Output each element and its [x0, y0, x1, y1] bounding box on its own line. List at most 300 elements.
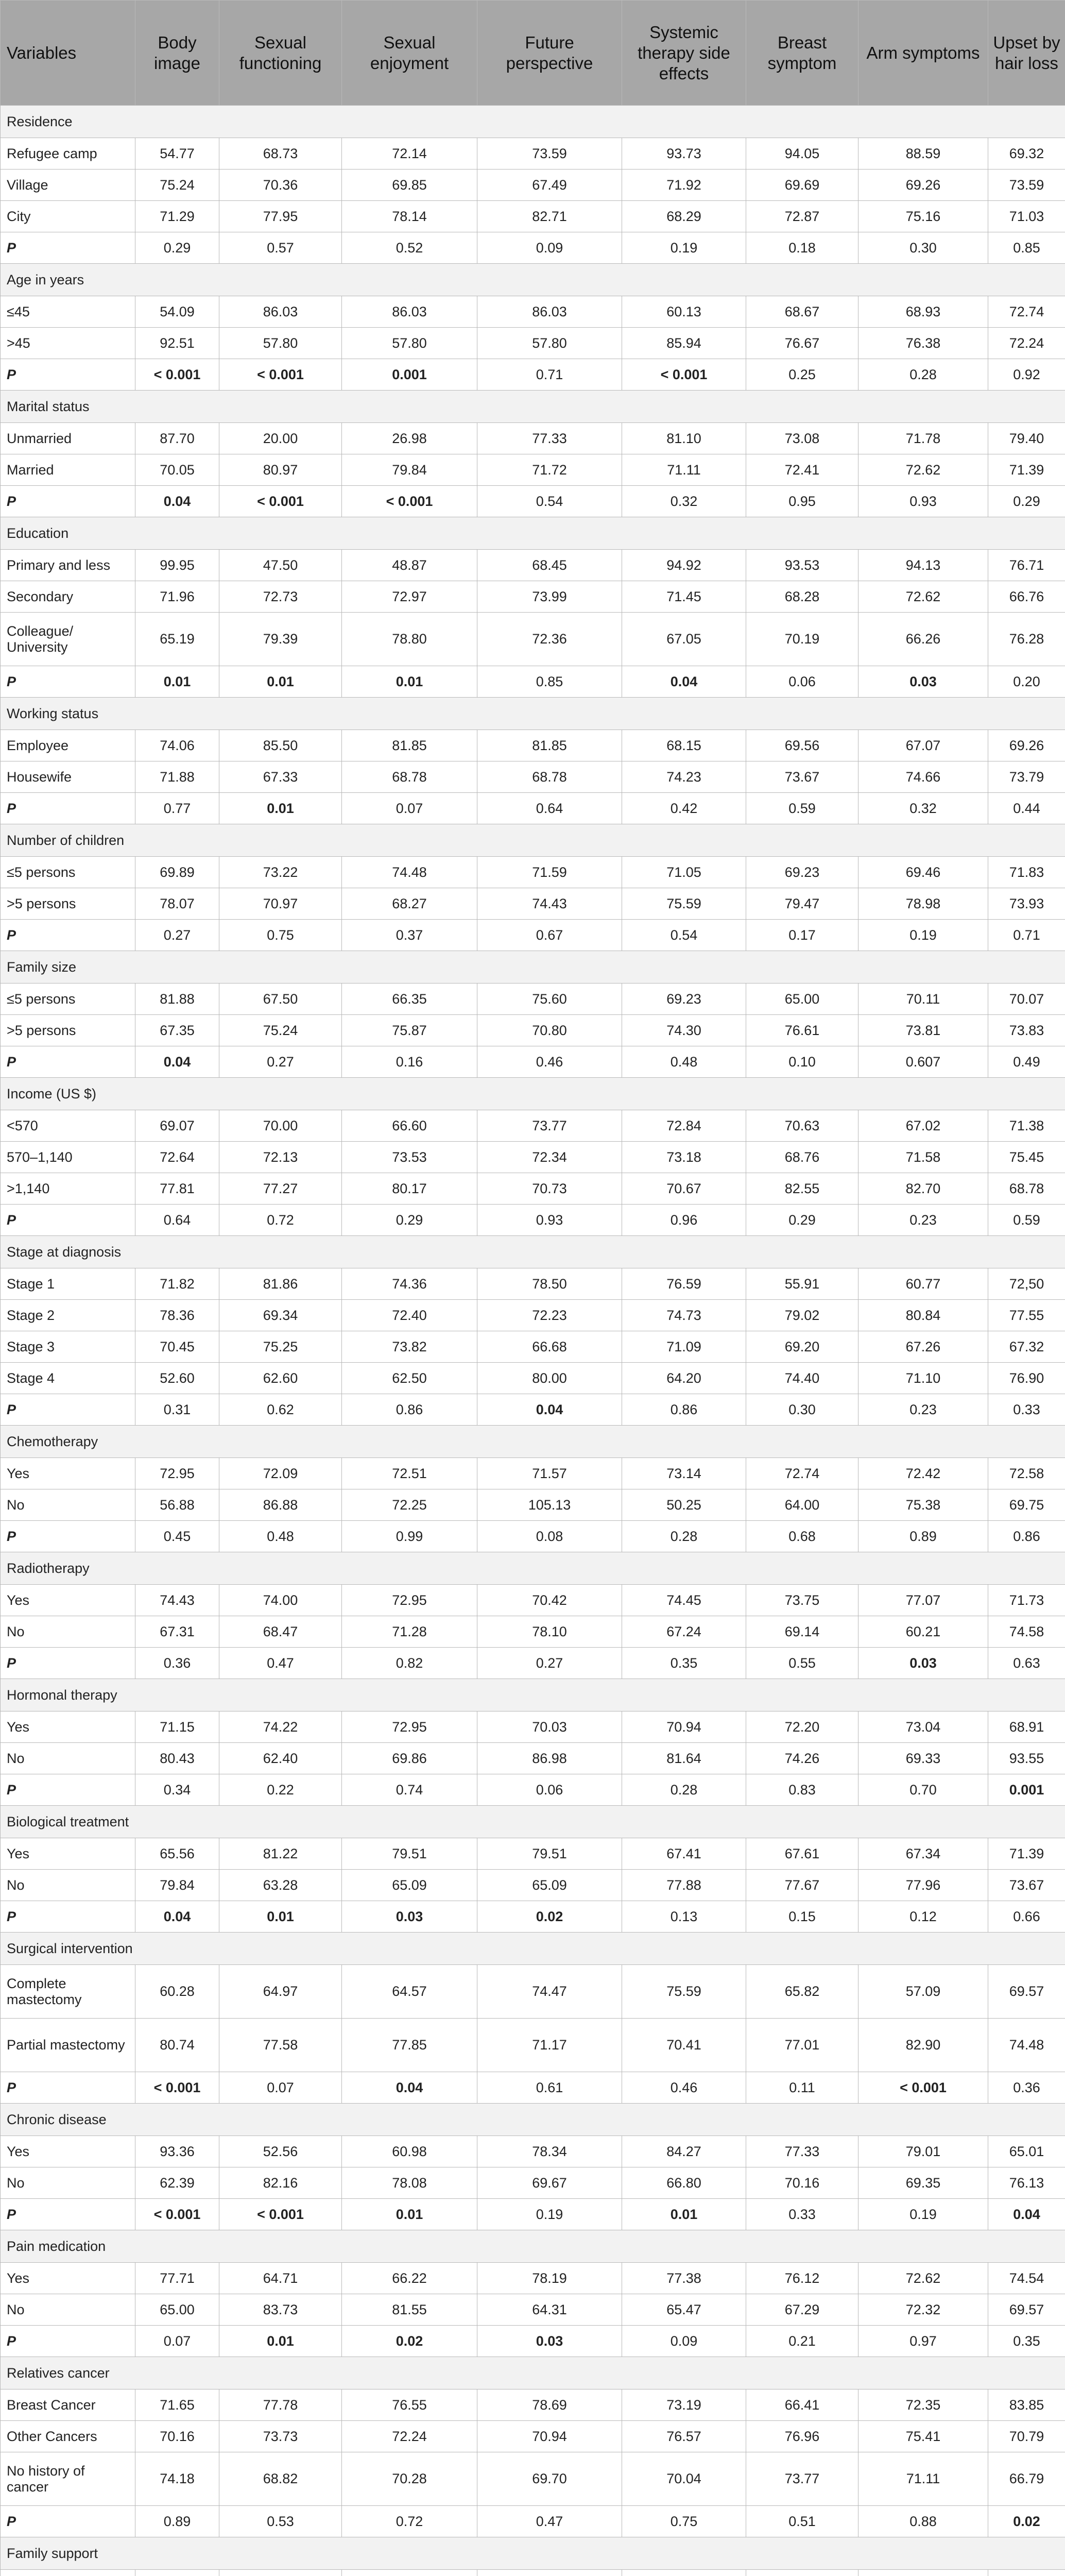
row-label: 570–1,140 [1, 1142, 135, 1173]
p-value-cell: 0.33 [746, 2199, 858, 2230]
p-value-cell: 0.04 [135, 1046, 219, 1078]
row-label: No [1, 1743, 135, 1774]
value-cell: 73.75 [746, 1585, 858, 1616]
value-cell: 71.92 [622, 170, 746, 201]
value-cell: 75.41 [858, 2421, 988, 2452]
p-value-cell: 0.04 [477, 1394, 622, 1426]
value-cell: 71.17 [477, 2019, 622, 2072]
value-cell: 72.51 [342, 1458, 477, 1489]
p-value-cell: 0.12 [858, 1901, 988, 1933]
value-cell: 71.88 [135, 761, 219, 793]
p-value-cell: 0.83 [746, 1774, 858, 1806]
value-cell: 60.28 [135, 1965, 219, 2019]
value-cell: 71.03 [988, 201, 1065, 232]
value-cell: 81.10 [622, 423, 746, 454]
value-cell: 71.09 [622, 1331, 746, 1363]
value-cell: 79.39 [219, 613, 342, 666]
p-value-cell: 0.02 [988, 2506, 1065, 2537]
p-value-cell: 0.001 [988, 1774, 1065, 1806]
p-value-cell: 0.51 [746, 2506, 858, 2537]
p-value-row [1, 232, 1065, 264]
value-cell: 77.95 [219, 201, 342, 232]
row-label: ≤5 persons [1, 857, 135, 888]
p-value-cell: 0.35 [622, 1648, 746, 1679]
value-cell: 69.86 [342, 1743, 477, 1774]
value-cell: 73.14 [622, 1458, 746, 1489]
p-value-cell: 0.03 [858, 666, 988, 698]
value-cell: 68.91 [988, 1711, 1065, 1743]
table-row [1, 2389, 1065, 2421]
p-value-cell: 0.01 [342, 666, 477, 698]
value-cell: 74.06 [135, 730, 219, 761]
header-sexual-functioning: Sexual functioning [219, 1, 342, 106]
value-cell: 81.85 [477, 730, 622, 761]
value-cell: 69.26 [858, 170, 988, 201]
header-row [1, 1, 1065, 106]
value-cell: 67.34 [858, 1838, 988, 1870]
row-label: <570 [1, 1110, 135, 1142]
value-cell [746, 2570, 858, 2576]
value-cell: 69.67 [477, 2167, 622, 2199]
value-cell: 72.25 [342, 1489, 477, 1521]
row-label: Stage 4 [1, 1363, 135, 1394]
value-cell: 72.64 [135, 1142, 219, 1173]
table-row [1, 761, 1065, 793]
value-cell: 82.90 [858, 2019, 988, 2072]
p-value-cell: 0.04 [135, 1901, 219, 1933]
p-value-cell: 0.37 [342, 920, 477, 951]
value-cell: 79.84 [342, 454, 477, 486]
p-value-cell: < 0.001 [135, 2199, 219, 2230]
value-cell: 68.78 [342, 761, 477, 793]
p-value-row [1, 2199, 1065, 2230]
value-cell: 68.76 [746, 1142, 858, 1173]
value-cell: 78.08 [342, 2167, 477, 2199]
value-cell: 64.00 [746, 1489, 858, 1521]
p-value-cell: 0.61 [477, 2072, 622, 2104]
p-value-cell: 0.62 [219, 1394, 342, 1426]
table-row [1, 201, 1065, 232]
p-value-label: P [1, 1901, 135, 1933]
p-value-cell: < 0.001 [622, 359, 746, 391]
value-cell: 76.96 [746, 2421, 858, 2452]
value-cell: 71.28 [342, 1616, 477, 1648]
value-cell: 66.35 [342, 984, 477, 1015]
value-cell: 64.71 [219, 2263, 342, 2294]
row-label: Yes [1, 1711, 135, 1743]
p-value-cell: 0.04 [135, 486, 219, 517]
row-label: ≤45 [1, 296, 135, 328]
p-value-cell: 0.46 [477, 1046, 622, 1078]
value-cell: 69.32 [988, 138, 1065, 170]
table-row [1, 170, 1065, 201]
p-value-cell: 0.001 [342, 359, 477, 391]
value-cell: 74.48 [988, 2019, 1065, 2072]
value-cell: 72.40 [342, 1300, 477, 1331]
p-value-cell: 0.09 [622, 2326, 746, 2357]
value-cell: 70.73 [477, 1173, 622, 1205]
row-label: Yes [1, 1585, 135, 1616]
section-row [1, 2537, 1065, 2570]
p-value-cell: 0.21 [746, 2326, 858, 2357]
table-row [1, 1711, 1065, 1743]
value-cell: 72.23 [477, 1300, 622, 1331]
value-cell: 54.09 [135, 296, 219, 328]
value-cell: 68.28 [746, 581, 858, 613]
row-label: Employee [1, 730, 135, 761]
p-value-label: P [1, 2506, 135, 2537]
table-row [1, 2136, 1065, 2167]
section-title: Biological treatment [1, 1806, 1065, 1838]
value-cell: 79.47 [746, 888, 858, 920]
value-cell: 72.24 [988, 328, 1065, 359]
header-breast-symptom: Breast symptom [746, 1, 858, 106]
row-label: Refugee camp [1, 138, 135, 170]
value-cell: 72.73 [219, 581, 342, 613]
p-value-label: P [1, 232, 135, 264]
row-label: Secondary [1, 581, 135, 613]
p-value-cell: 0.68 [746, 1521, 858, 1552]
value-cell: 69.56 [746, 730, 858, 761]
p-value-cell: 0.75 [622, 2506, 746, 2537]
value-cell: 57.80 [477, 328, 622, 359]
table-row [1, 454, 1065, 486]
value-cell: 70.11 [858, 984, 988, 1015]
p-value-label: P [1, 1521, 135, 1552]
table-row [1, 1363, 1065, 1394]
value-cell: 78.50 [477, 1268, 622, 1300]
value-cell: 86.03 [219, 296, 342, 328]
value-cell: 81.22 [219, 1838, 342, 1870]
section-title: Stage at diagnosis [1, 1236, 1065, 1268]
p-value-cell: 0.71 [477, 359, 622, 391]
row-label: Housewife [1, 761, 135, 793]
value-cell: 66.79 [988, 2452, 1065, 2506]
p-value-cell: 0.75 [219, 920, 342, 951]
table-row [1, 550, 1065, 581]
value-cell: 65.09 [342, 1870, 477, 1901]
value-cell: 78.19 [477, 2263, 622, 2294]
p-value-cell: 0.48 [219, 1521, 342, 1552]
section-title: Number of children [1, 824, 1065, 857]
section-title: Chronic disease [1, 2104, 1065, 2136]
value-cell: 65.19 [135, 613, 219, 666]
p-value-cell: < 0.001 [858, 2072, 988, 2104]
p-value-label: P [1, 793, 135, 824]
p-value-cell: 0.22 [219, 1774, 342, 1806]
section-title: Chemotherapy [1, 1426, 1065, 1458]
row-label: Stage 2 [1, 1300, 135, 1331]
value-cell: 47.50 [219, 550, 342, 581]
value-cell: 78.34 [477, 2136, 622, 2167]
row-label: No [1, 1616, 135, 1648]
p-value-row [1, 2072, 1065, 2104]
p-value-cell: 0.34 [135, 1774, 219, 1806]
value-cell: 76.90 [988, 1363, 1065, 1394]
p-value-cell: 0.72 [342, 2506, 477, 2537]
value-cell: 79.51 [477, 1838, 622, 1870]
p-value-cell: 0.89 [858, 1521, 988, 1552]
value-cell: 73.08 [746, 423, 858, 454]
value-cell: 80.00 [477, 1363, 622, 1394]
value-cell: 67.32 [988, 1331, 1065, 1363]
value-cell: 68.27 [342, 888, 477, 920]
p-value-cell: 0.28 [622, 1774, 746, 1806]
value-cell: 80.43 [135, 1743, 219, 1774]
p-value-cell: 0.19 [622, 232, 746, 264]
value-cell: 78.80 [342, 613, 477, 666]
value-cell: 85.94 [622, 328, 746, 359]
p-value-cell: 0.49 [988, 1046, 1065, 1078]
value-cell: 73.99 [477, 581, 622, 613]
p-value-label: P [1, 359, 135, 391]
value-cell: 67.24 [622, 1616, 746, 1648]
value-cell: 72.87 [746, 201, 858, 232]
value-cell: 72.35 [858, 2389, 988, 2421]
p-value-cell: 0.607 [858, 1046, 988, 1078]
table-row [1, 581, 1065, 613]
section-row [1, 264, 1065, 296]
value-cell: 69.23 [746, 857, 858, 888]
p-value-cell: 0.03 [858, 1648, 988, 1679]
value-cell [477, 2570, 622, 2576]
value-cell: 62.40 [219, 1743, 342, 1774]
value-cell: 79.40 [988, 423, 1065, 454]
p-value-cell: 0.23 [858, 1205, 988, 1236]
table-row [1, 888, 1065, 920]
section-row [1, 1679, 1065, 1711]
value-cell: 70.19 [746, 613, 858, 666]
p-value-row [1, 486, 1065, 517]
p-value-cell: 0.86 [988, 1521, 1065, 1552]
value-cell: 83.73 [219, 2294, 342, 2326]
value-cell: 99.95 [135, 550, 219, 581]
value-cell: 60.98 [342, 2136, 477, 2167]
value-cell: 71.57 [477, 1458, 622, 1489]
value-cell: 74.58 [988, 1616, 1065, 1648]
value-cell: 65.09 [477, 1870, 622, 1901]
value-cell: 73.83 [988, 1015, 1065, 1046]
p-value-cell: 0.11 [746, 2072, 858, 2104]
value-cell: 77.07 [858, 1585, 988, 1616]
p-value-cell: 0.32 [858, 793, 988, 824]
value-cell: 74.43 [477, 888, 622, 920]
value-cell: 74.73 [622, 1300, 746, 1331]
value-cell: 80.74 [135, 2019, 219, 2072]
value-cell: 73.77 [746, 2452, 858, 2506]
value-cell: 77.88 [622, 1870, 746, 1901]
value-cell: 65.82 [746, 1965, 858, 2019]
value-cell: 68.45 [477, 550, 622, 581]
value-cell: 70.79 [988, 2421, 1065, 2452]
value-cell: 70.63 [746, 1110, 858, 1142]
value-cell: 82.55 [746, 1173, 858, 1205]
p-value-cell: 0.01 [622, 2199, 746, 2230]
p-value-cell: 0.52 [342, 232, 477, 264]
p-value-cell: 0.30 [858, 232, 988, 264]
value-cell: 66.26 [858, 613, 988, 666]
value-cell: 73.22 [219, 857, 342, 888]
value-cell: 76.61 [746, 1015, 858, 1046]
value-cell: 93.36 [135, 2136, 219, 2167]
value-cell: 74.36 [342, 1268, 477, 1300]
p-value-cell: 0.01 [135, 666, 219, 698]
table-row [1, 1268, 1065, 1300]
p-value-cell: 0.93 [477, 1205, 622, 1236]
value-cell: 75.24 [219, 1015, 342, 1046]
p-value-label: P [1, 1394, 135, 1426]
value-cell: 70.16 [135, 2421, 219, 2452]
value-cell: 75.38 [858, 1489, 988, 1521]
p-value-cell: 0.06 [477, 1774, 622, 1806]
p-value-cell: 0.04 [622, 666, 746, 698]
p-value-label: P [1, 2199, 135, 2230]
value-cell: 69.35 [858, 2167, 988, 2199]
value-cell: 69.57 [988, 1965, 1065, 2019]
table-row [1, 1173, 1065, 1205]
value-cell: 75.45 [988, 1142, 1065, 1173]
value-cell: 81.86 [219, 1268, 342, 1300]
value-cell: 77.33 [746, 2136, 858, 2167]
value-cell: 73.18 [622, 1142, 746, 1173]
value-cell: 67.31 [135, 1616, 219, 1648]
section-title: Relatives cancer [1, 2357, 1065, 2389]
section-row [1, 1806, 1065, 1838]
value-cell: 74.22 [219, 1711, 342, 1743]
value-cell: 86.03 [342, 296, 477, 328]
value-cell: 70.00 [219, 1110, 342, 1142]
value-cell: 88.59 [858, 138, 988, 170]
value-cell: 62.60 [219, 1363, 342, 1394]
p-value-cell: 0.09 [477, 232, 622, 264]
p-value-cell: 0.42 [622, 793, 746, 824]
value-cell: 72.74 [988, 296, 1065, 328]
value-cell: 78.10 [477, 1616, 622, 1648]
table-row [1, 1300, 1065, 1331]
section-title: Family size [1, 951, 1065, 984]
value-cell: 74.43 [135, 1585, 219, 1616]
value-cell: 84.27 [622, 2136, 746, 2167]
value-cell: 79.02 [746, 1300, 858, 1331]
p-value-cell: 0.54 [477, 486, 622, 517]
table-row [1, 2570, 1065, 2576]
value-cell: 70.67 [622, 1173, 746, 1205]
value-cell: 57.80 [342, 328, 477, 359]
value-cell: 76.67 [746, 328, 858, 359]
value-cell: 64.31 [477, 2294, 622, 2326]
value-cell: 73.81 [858, 1015, 988, 1046]
value-cell: 67.02 [858, 1110, 988, 1142]
value-cell: 69.85 [342, 170, 477, 201]
value-cell: 68.78 [988, 1173, 1065, 1205]
value-cell: 78.69 [477, 2389, 622, 2421]
p-value-label: P [1, 1205, 135, 1236]
p-value-cell: 0.03 [477, 2326, 622, 2357]
p-value-cell: 0.47 [219, 1648, 342, 1679]
p-value-cell: 0.85 [477, 666, 622, 698]
p-value-label: P [1, 1774, 135, 1806]
value-cell: 78.98 [858, 888, 988, 920]
table-row [1, 2167, 1065, 2199]
value-cell: 82.70 [858, 1173, 988, 1205]
row-label: Breast Cancer [1, 2389, 135, 2421]
value-cell: 69.46 [858, 857, 988, 888]
row-label: Yes [1, 1838, 135, 1870]
p-value-cell: 0.66 [988, 1901, 1065, 1933]
value-cell: 73.53 [342, 1142, 477, 1173]
value-cell: 76.12 [746, 2263, 858, 2294]
value-cell: 69.33 [858, 1743, 988, 1774]
value-cell: 72.36 [477, 613, 622, 666]
p-value-label: P [1, 486, 135, 517]
value-cell: 70.80 [477, 1015, 622, 1046]
value-cell: 65.00 [746, 984, 858, 1015]
p-value-cell: 0.86 [342, 1394, 477, 1426]
value-cell: 77.27 [219, 1173, 342, 1205]
p-value-label: P [1, 666, 135, 698]
p-value-cell: < 0.001 [342, 486, 477, 517]
row-label: Yes [1, 2136, 135, 2167]
value-cell: 69.23 [622, 984, 746, 1015]
value-cell: 68.82 [219, 2452, 342, 2506]
value-cell: 73.79 [988, 761, 1065, 793]
value-cell: 69.20 [746, 1331, 858, 1363]
value-cell: 94.05 [746, 138, 858, 170]
section-row [1, 391, 1065, 423]
p-value-cell: 0.01 [219, 2326, 342, 2357]
value-cell: 77.38 [622, 2263, 746, 2294]
value-cell: 72.62 [858, 454, 988, 486]
value-cell: 80.84 [858, 1300, 988, 1331]
value-cell: 79.01 [858, 2136, 988, 2167]
p-value-row [1, 359, 1065, 391]
value-cell: 65.47 [622, 2294, 746, 2326]
value-cell: 75.59 [622, 888, 746, 920]
p-value-cell: 0.25 [746, 359, 858, 391]
value-cell [988, 2570, 1065, 2576]
value-cell: 60.77 [858, 1268, 988, 1300]
value-cell: 73.59 [988, 170, 1065, 201]
table-row [1, 1331, 1065, 1363]
header-sexual-enjoyment: Sexual enjoyment [342, 1, 477, 106]
value-cell: 76.38 [858, 328, 988, 359]
p-value-cell: 0.28 [858, 359, 988, 391]
value-cell: 55.91 [746, 1268, 858, 1300]
p-value-cell: 0.07 [342, 793, 477, 824]
row-label: Unmarried [1, 423, 135, 454]
section-title: Radiotherapy [1, 1552, 1065, 1585]
value-cell: 67.33 [219, 761, 342, 793]
p-value-cell: 0.16 [342, 1046, 477, 1078]
p-value-cell: 0.08 [477, 1521, 622, 1552]
value-cell: 50.25 [622, 1489, 746, 1521]
value-cell: 72.62 [858, 2263, 988, 2294]
p-value-cell: 0.29 [342, 1205, 477, 1236]
row-label: Yes [1, 2263, 135, 2294]
value-cell: 73.67 [746, 761, 858, 793]
value-cell: 81.64 [622, 1743, 746, 1774]
p-value-cell: 0.48 [622, 1046, 746, 1078]
section-title: Working status [1, 698, 1065, 730]
header-arm-symptoms: Arm symptoms [858, 1, 988, 106]
p-value-cell: 0.02 [342, 2326, 477, 2357]
row-label: Stage 1 [1, 1268, 135, 1300]
value-cell: 76.57 [622, 2421, 746, 2452]
value-cell: 74.48 [342, 857, 477, 888]
value-cell: 72.62 [858, 581, 988, 613]
p-value-cell: 0.89 [135, 2506, 219, 2537]
table-row [1, 1743, 1065, 1774]
